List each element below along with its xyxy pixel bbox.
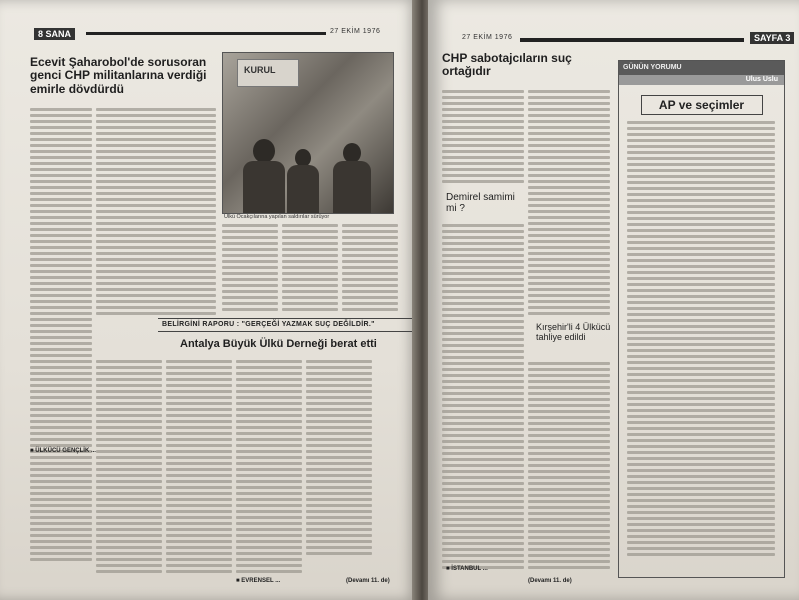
left-text-column-2 (96, 108, 216, 318)
left-section-tag: 8 SANA (34, 28, 75, 40)
sidebar-commentary-box (618, 60, 785, 578)
right-text-column-3 (442, 224, 524, 574)
right-third-headline: Kırşehir'li 4 Ülkücü tahliye edildi (536, 322, 611, 343)
report-bar: BELİRGİNİ RAPORU : "GERÇEĞİ YAZMAK SUÇ DEĞİLDİR." (158, 318, 414, 332)
news-photo (222, 52, 394, 214)
sidebar-text (627, 121, 775, 561)
left-text-column-7 (166, 360, 232, 576)
left-running-head: 27 EKİM 1976 (330, 28, 381, 35)
left-text-column-1 (30, 108, 92, 568)
sidebar-header: GÜNÜN YORUMU (619, 61, 784, 75)
left-bullet-2: ■ EVRENSEL ... (236, 578, 280, 584)
photo-caption: Ülkü Ocakçılarına yapılan saldırılar sürüyor (224, 214, 330, 220)
left-text-column-9 (306, 360, 372, 560)
right-sign-off: (Devamı 11. de) (528, 578, 572, 584)
right-text-column-2 (528, 90, 610, 320)
left-bullet-1: ■ ÜLKÜCÜ GENÇLİK ... (30, 448, 96, 454)
right-bullet: ■ İSTANBUL ... (446, 566, 488, 572)
right-second-headline: Demirel samimi mi ? (446, 192, 515, 215)
left-text-column-5 (342, 224, 398, 316)
left-text-column-8 (236, 360, 302, 576)
right-running-head: 27 EKİM 1976 (462, 34, 513, 41)
left-text-column-4 (282, 224, 338, 316)
right-top-rule (520, 38, 744, 42)
sidebar-title: AP ve seçimler (641, 95, 763, 115)
left-second-headline: Antalya Büyük Ülkü Derneği berat etti (180, 338, 377, 350)
left-text-column-6 (96, 360, 162, 576)
right-text-column-4 (528, 362, 610, 572)
left-top-rule (86, 32, 326, 35)
left-sign-off: (Devamı 11. de) (346, 578, 390, 584)
right-section-tag: SAYFA 3 (750, 32, 794, 44)
left-text-column-3 (222, 224, 278, 316)
photo-sign: KURUL (237, 59, 299, 87)
right-main-headline: CHP sabotajcıların suç ortağıdır (442, 51, 572, 79)
sidebar-author: Ulus Uslu (619, 75, 784, 85)
right-text-column-1 (442, 90, 524, 186)
left-main-headline: Ecevit Şaharobol'de sorusoran genci CHP militanlarına verdiği emirle dövdürdü (30, 55, 207, 96)
